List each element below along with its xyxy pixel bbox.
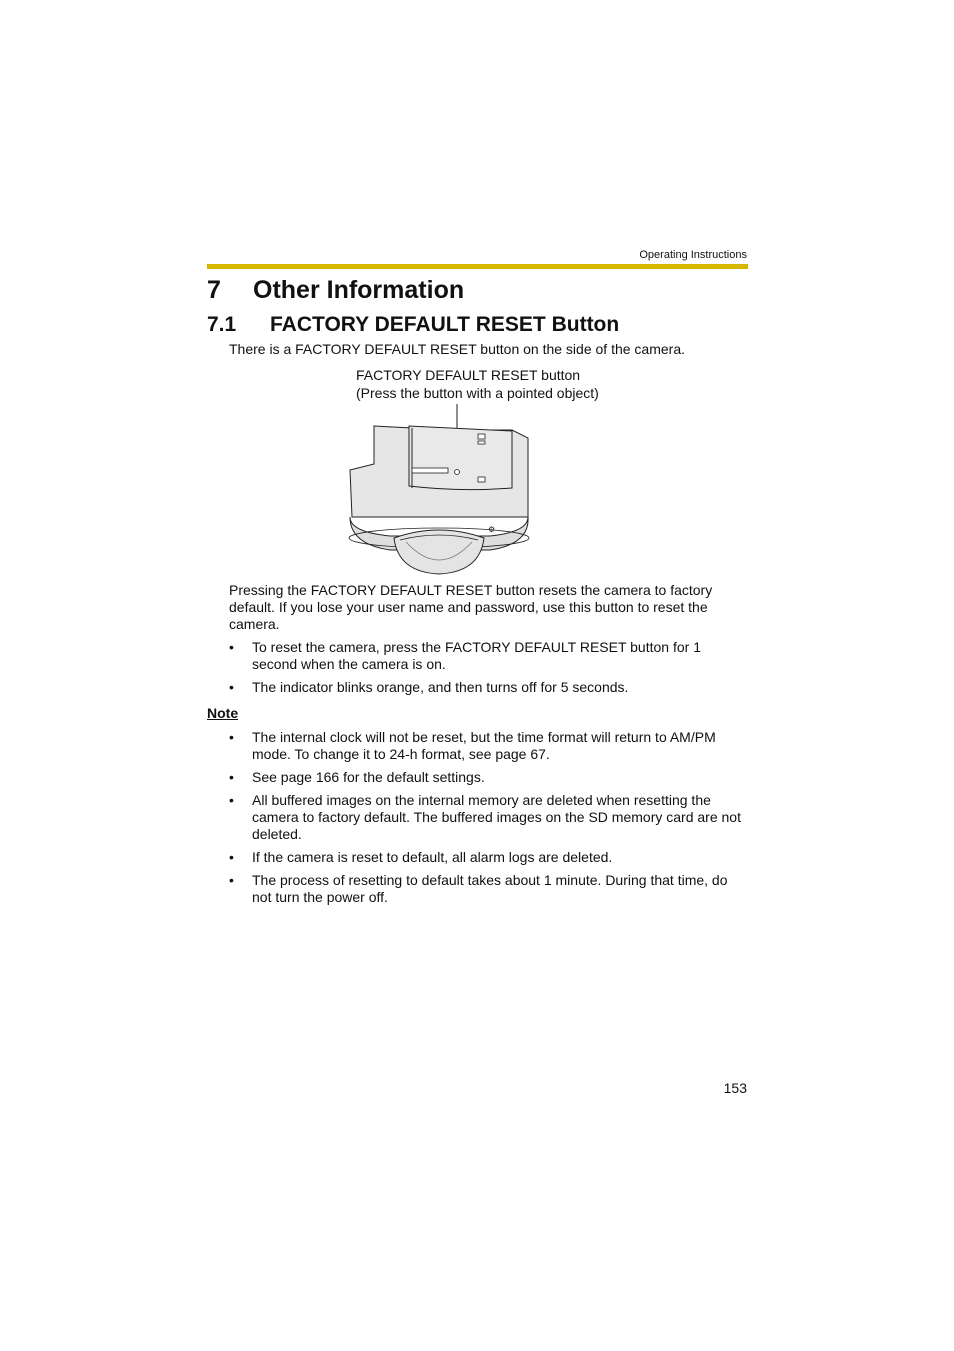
figure-caption-line1: FACTORY DEFAULT RESET button: [356, 367, 581, 383]
bullet-mark: •: [229, 792, 234, 808]
body-paragraph: Pressing the FACTORY DEFAULT RESET button resets the camera to factory default. If you lose your user name and password, use this button to reset the camera.: [229, 582, 713, 632]
chapter-title: Other Information: [253, 276, 465, 304]
sd-slot: [412, 468, 448, 473]
page-number: 153: [723, 1080, 747, 1096]
section-title: FACTORY DEFAULT RESET Button: [270, 313, 620, 336]
note-heading: Note: [207, 705, 239, 721]
reset-button-dot: [455, 470, 460, 475]
list-item: • See page 166 for the default settings.: [229, 769, 485, 785]
note-list: [229, 729, 749, 912]
list-item: • To reset the camera, press the FACTORY DEFAULT RESET button for 1 second when the camera is on.: [229, 639, 701, 672]
chapter-number: 7: [207, 276, 221, 304]
section-heading: [207, 313, 619, 337]
figure-caption-line2: (Press the button with a pointed object): [356, 385, 599, 401]
header-rule: [207, 264, 748, 269]
bullet-mark: •: [229, 679, 234, 695]
svg-text:⚙: ⚙: [488, 525, 496, 534]
list-item: • If the camera is reset to default, all alarm logs are deleted.: [229, 849, 613, 865]
running-header: Operating Instructions: [639, 249, 747, 261]
bullet-mark: •: [229, 769, 234, 785]
bullet-mark: •: [229, 849, 234, 865]
figure-caption: [356, 366, 599, 402]
list-item: • The indicator blinks orange, and then turns off for 5 seconds.: [229, 679, 629, 695]
bullet-mark: •: [229, 639, 234, 655]
camera-illustration: [340, 402, 540, 582]
list-item: • The internal clock will not be reset, but the time format will return to AM/PM mode. To change it to 24-h format, see page 67.: [229, 729, 716, 762]
bullet-mark: •: [229, 872, 234, 888]
chapter-heading: [207, 276, 464, 305]
bullet-mark: •: [229, 729, 234, 745]
list-item: • The process of resetting to default takes about 1 minute. During that time, do not turn the power off.: [229, 872, 728, 905]
list-item: • All buffered images on the internal memory are deleted when resetting the camera to factory default. The buffered images on the SD memory card are not deleted.: [229, 792, 741, 842]
section-number: 7.1: [207, 313, 237, 336]
side-panel: [409, 426, 512, 490]
reset-steps-list: [229, 639, 749, 702]
intro-text: There is a FACTORY DEFAULT RESET button on the side of the camera.: [229, 341, 685, 357]
dome-cover: [394, 530, 484, 574]
